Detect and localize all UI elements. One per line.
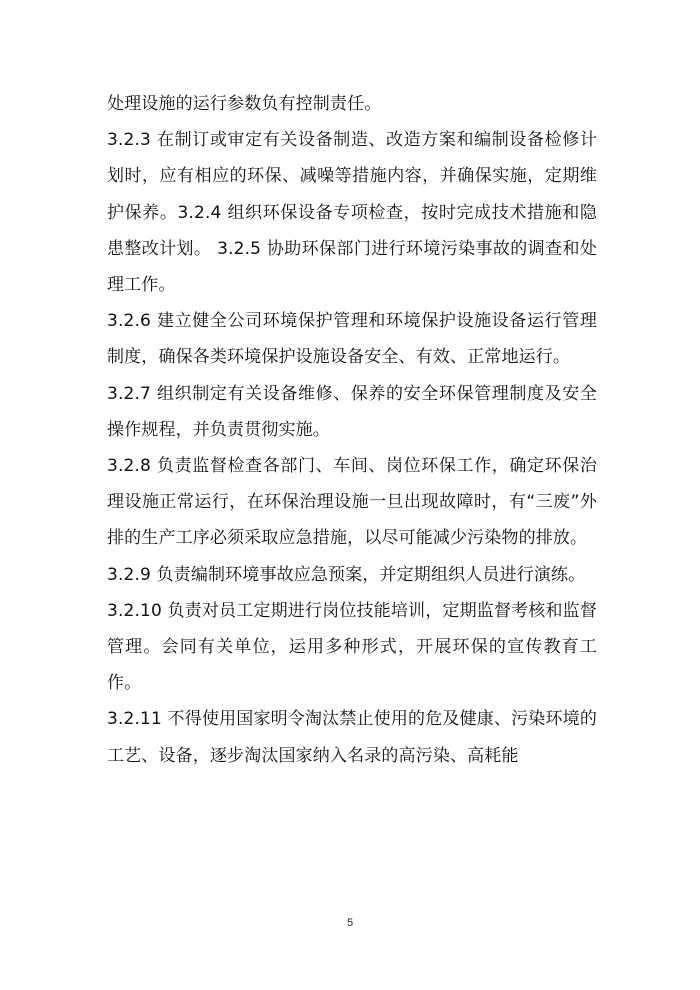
paragraph-3-2-11: 3.2.11 不得使用国家明令淘汰禁止使用的危及健康、污染环境的工艺、设备，逐步淘汰国家纳入名录的高污染、高耗能 — [107, 709, 597, 766]
paragraph-3-2-3: 3.2.3 在制订或审定有关设备制造、改造方案和编制设备检修计划时，应有相应的环保、减噪等措施内容，并确保实施，定期维护保养。3.2.4 组织环保设备专项检查，按时完成技术措施和隐患整改计划。 3.2.5 协助环保部门进行环境污染事故的调查和处理工作。 — [107, 130, 597, 296]
body-text — [107, 86, 597, 774]
paragraph-3-2-8: 3.2.8 负责监督检查各部门、车间、岗位环保工作，确定环保治理设施正常运行，在环保治理设施一旦出现故障时，有“三废”外排的生产工序必须采取应急措施，以尽可能减少污染物的排放。 — [107, 456, 597, 549]
paragraph-3-2-10: 3.2.10 负责对员工定期进行岗位技能培训，定期监督考核和监督管理。会同有关单位，运用多种形式，开展环保的宣传教育工作。 — [107, 600, 597, 694]
page-number: 5 — [346, 917, 354, 929]
paragraph-continuation: 处理设施的运行参数负有控制责任。 — [107, 94, 382, 114]
paragraph-3-2-9: 3.2.9 负责编制环境事故应急预案，并定期组织人员进行演练。 — [107, 564, 586, 585]
paragraph-3-2-6: 3.2.6 建立健全公司环境保护管理和环境保护设施设备运行管理制度，确保各类环境保护设施设备安全、有效、正常地运行。 — [107, 311, 597, 368]
paragraph-3-2-7: 3.2.7 组织制定有关设备维修、保养的安全环保管理制度及安全操作规程，并负责贯彻实施。 — [107, 383, 597, 440]
